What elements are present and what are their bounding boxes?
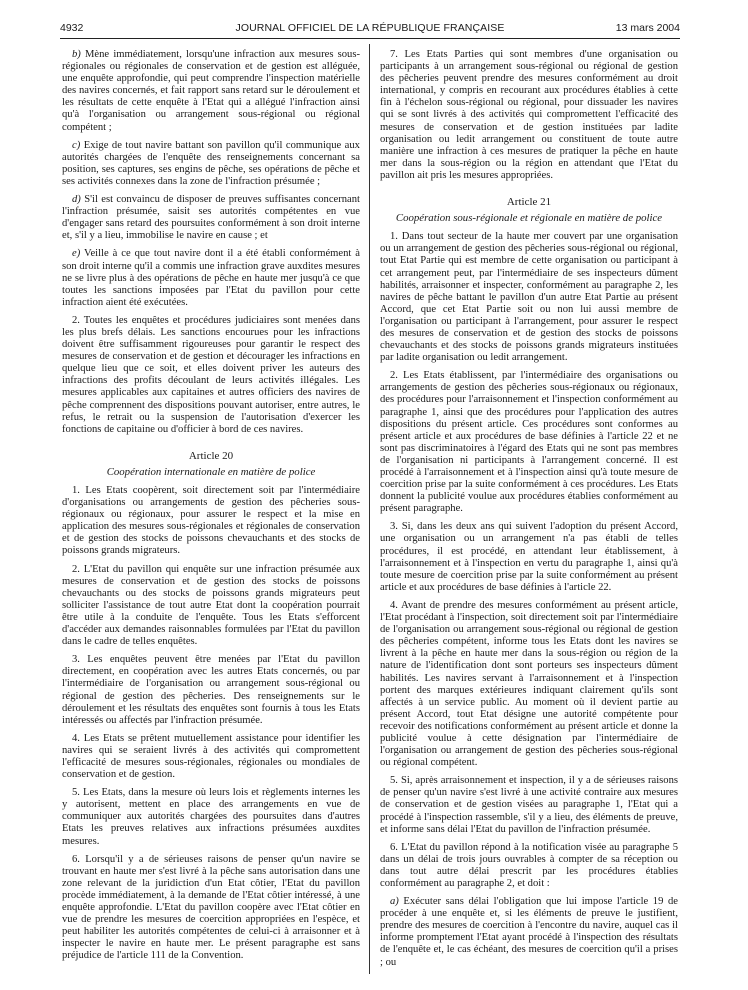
- article-21-paragraph-3: 3. Si, dans les deux ans qui suivent l'adoption du présent Accord, une organisation ou un arrangement n'a pas établi de telles procédures, il est procédé, en attendant leur établissement, à l'arraisonnement et à l'inspection en vertu du paragraphe 1, ainsi qu'à toute mesure de coercition prise par la suite conformément au présent article et aux procédures de base définies à l'article 22.: [380, 521, 678, 593]
- article-20-paragraph-2: 2. L'Etat du pavillon qui enquête sur une infraction présumée aux mesures de conservation et de gestion des stocks de poissons chevauchants ou des stocks de poissons grands migrateurs peut solliciter l'assistance de tout autre Etat dont la coopération pourrait être utile à la conduite de l'enquête. Tous les Etats s'efforcent d'accéder aux demandes raisonnables formulées par l'Etat du pavillon dans le cadre de telles enquêtes.: [62, 563, 360, 648]
- item-label: e): [72, 248, 81, 260]
- item-label: b): [72, 49, 81, 60]
- paragraph-2: 2. Toutes les enquêtes et procédures judiciaires sont menées dans les plus brefs délais. Les sanctions encourues pour les infractions doivent être suffisamment rigoureuses pour garantir le respect des mesures de conservation et de gestion et décourager les infractions en quelque lieu que ce soit, et elles doivent priver les auteurs des infractions des profits découlant de leurs activités illégales. Les mesures applicables aux capitaines et autres officiers des navires de pêche comprennent des dispositions pouvant autoriser, entre autres, le refus, le retrait ou la suspension de l'autorisation d'exercer les fonctions de capitaine ou d'officier à bord de ces navires.: [62, 314, 360, 435]
- article-20-paragraph-4: 4. Les Etats se prêtent mutuellement assistance pour identifier les navires qui se seraient livrés à des activités qui compromettent l'efficacité de mesures sous-régionales, régionales ou mondiales de conservation et de gestion.: [62, 732, 360, 781]
- article-20-paragraph-1: 1. Les Etats coopèrent, soit directement soit par l'intermédiaire d'organisations ou arrangements de gestion des pêcheries sous-régionaux ou régionaux, pour assurer le respect et la mise en application des mesures sous-régionales et régionales de conservation et de gestion des stocks de poissons chevauchants et des stocks de poissons grands migrateurs.: [62, 485, 360, 557]
- article-21-paragraph-2: 2. Les Etats établissent, par l'intermédiaire des organisations ou arrangements de gestion des pêcheries sous-régionaux ou régionaux, des procédures pour l'arraisonnement et l'inspection conformément au paragraphe 1, ainsi que des procédures pour l'application des autres dispositions du présent article. Ces procédures sont conformes au présent article et aux procédures de base définies à l'article 22 et ne sont pas discriminatoires à l'égard des Etats qui ne sont pas membres de l'organisation ni participants à l'arrangement concerné. Il est procédé à l'arraisonnement et à l'inspection ainsi qu'à toute mesure de coercition prise par la suite conformément à ces procédures. Les Etats donnent la publicité voulue aux procédures établies conformément au présent paragraphe.: [380, 370, 678, 515]
- header-rule: [60, 38, 680, 39]
- article-20-subtitle: Coopération internationale en matière de police: [106, 465, 316, 478]
- article-21-paragraph-1: 1. Dans tout secteur de la haute mer couvert par une organisation ou un arrangement de gestion des pêcheries sous-régional ou régional, tout Etat Partie qui est membre de cette organisation ou participant à cet arrangement peut, par l'intermédiaire de ses inspecteurs dûment habilités, arraisonner et inspecter, conformément au paragraphe 2, les navires de pêche battant le pavillon d'un autre Etat Partie au présent Accord, que cet Etat Partie soit ou non lui aussi membre de l'organisation ou participant à l'arrangement, pour assurer le respect des mesures de conservation et de gestion des stocks de poissons chevauchants et des stocks de poissons grands migrateurs instituées par ladite organisation ou ledit arrangement.: [380, 231, 678, 364]
- paragraph-text: Mène immédiatement, lorsqu'une infraction aux mesures sous-régionales ou régionales de conservation et de gestion est alléguée, une enquête approfondie, qui peut comprendre l'inspection matérielle des navires concernés, et fait rapport sans retard sur le déroulement et les résultats de cette enquête à l'Etat qui a allégué l'infraction ainsi qu'à l'organisation ou arrangement sous-régional ou régional compétent ;: [62, 49, 360, 133]
- article-20-paragraph-5: 5. Les Etats, dans la mesure où leurs lois et règlements internes les y autorisent, mettent en place des arrangements en vue de communiquer aux autorités chargées des poursuites dans d'autres Etats les preuves relatives aux infractions présumées auxdites mesures.: [62, 787, 360, 847]
- item-label: c): [72, 139, 81, 151]
- left-column: [62, 49, 360, 968]
- paragraph-text: Exige de tout navire battant son pavillon qu'il communique aux autorités chargées de l'enquête des renseignements concernant sa position, ses captures, ses engins de pêche, ses opérations de pêche et ses activités connexes dans la zone de l'infraction présumée ;: [62, 139, 360, 187]
- article-20-paragraph-7: 7. Les Etats Parties qui sont membres d'une organisation ou participants à un arrangement sous-régional ou régional de gestion des pêcheries peuvent prendre des mesures conformément au droit international, y compris en recourant aux procédures établies à cette fin à l'échelon sous-régional ou régional, pour dissuader les navires qui se sont livrés à des activités qui compromettent l'efficacité des mesures de conservation et de gestion instituées par ladite organisation ou ledit arrangement ou constituent de toute autre manière une infraction à ces mesures de pratiquer la pêche en haute mer dans la sous-région ou la région en attendant que l'Etat du pavillon ait pris les mesures appropriées.: [380, 49, 678, 181]
- article-21-paragraph-5: 5. Si, après arraisonnement et inspection, il y a de sérieuses raisons de penser qu'un navire s'est livré à une activité contraire aux mesures de conservation et de gestion visées au paragraphe 1, l'Etat qui a procédé à l'inspection rassemble, s'il y a lieu, des éléments de preuve, et informe sans délai l'Etat du pavillon de l'infraction présumée.: [380, 775, 678, 835]
- article-21-paragraph-6: 6. L'Etat du pavillon répond à la notification visée au paragraphe 5 dans un délai de trois jours ouvrables à compter de sa réception ou dans tout autre délai prescrit par les procédures établies conformément au paragraphe 2, et doit :: [380, 841, 678, 889]
- paragraph-text: S'il est convaincu de disposer de preuves suffisantes concernant l'infraction présumée, saisit ses autorités compétentes en vue d'engager sans retard des poursuites conformément à son droit interne et, s'il y a lieu, immobilise le navire en cause ; et: [62, 194, 360, 242]
- paragraph-text: Veille à ce que tout navire dont il a été établi conformément à son droit interne qu'il a commis une infraction grave auxdites mesures ne se livre plus à des opérations de pêche en haute mer jusqu'à ce que toutes les sanctions imposées par l'Etat du pavillon pour cette infraction aient été exécutées.: [62, 248, 360, 308]
- page-number: 4932: [60, 22, 84, 34]
- page-header: [60, 20, 680, 36]
- item-label: a): [390, 896, 399, 908]
- column-divider: [369, 44, 370, 974]
- right-column: [380, 49, 678, 975]
- paragraph-b: [62, 49, 360, 134]
- paragraph-e: [62, 248, 360, 308]
- journal-title: JOURNAL OFFICIEL DE LA RÉPUBLIQUE FRANÇAISE: [235, 22, 505, 34]
- paragraph-text: Exécuter sans délai l'obligation que lui impose l'article 19 de procéder à une enquête et, si les éléments de preuve le justifient, prendre des mesures de coercition à l'encontre du navire, auquel cas il informe promptement l'Etat ayant procédé à l'inspection des résultats de l'enquête et, le cas échéant, des mesures de coercition qu'il a prises ; ou: [380, 896, 678, 968]
- article-21-title: Article 21: [506, 196, 552, 209]
- issue-date: 13 mars 2004: [615, 22, 680, 34]
- article-21-subtitle: Coopération sous-régionale et régionale en matière de police: [395, 212, 663, 225]
- item-label: d): [72, 194, 81, 206]
- article-20-title: Article 20: [188, 449, 234, 462]
- paragraph-c: [62, 140, 360, 188]
- paragraph-d: [62, 194, 360, 242]
- article-21-paragraph-6a: [380, 896, 678, 969]
- article-20-paragraph-6: 6. Lorsqu'il y a de sérieuses raisons de penser qu'un navire se trouvant en haute mer s'est livré à la pêche sans autorisation dans une zone relevant de la juridiction d'un Etat côtier, l'Etat du pavillon procède immédiatement, à la demande de l'Etat côtier intéressé, à une enquête approfondie. L'Etat du pavillon coopère avec l'Etat côtier en vue de prendre les mesures de coercition appropriées en l'espèce, et peut habiliter les autorités compétentes de celui-ci à arraisonner et à inspecter le navire en haute mer. Le présent paragraphe est sans préjudice de l'article 111 de la Convention.: [62, 853, 360, 962]
- article-21-paragraph-4: 4. Avant de prendre des mesures conformément au présent article, l'Etat procédant à l'inspection, soit directement soit par l'intermédiaire de l'organisation ou arrangement sous-régional ou régional de gestion des pêcheries compétent, informe tous les Etats dont les navires se livrent à la pêche en haute mer dans la sous-région ou région de la nature de l'identification dont sont porteurs ses inspecteurs dûment habilités. Les navires servant à l'arraisonnement et à l'inspection portent des marques extérieures indiquant clairement qu'ils sont affectés à un service public. Au moment où il devient partie au présent Accord, tout Etat désigne une autorité compétente pour recevoir des notifications conformément au présent article et donne la publicité voulue à cette désignation par l'intermédiaire de l'organisation ou arrangement de gestion des pêcheries sous-régional ou régional compétent.: [380, 599, 678, 769]
- article-20-paragraph-3: 3. Les enquêtes peuvent être menées par l'Etat du pavillon directement, en coopération avec les autres Etats concernés, ou par l'intermédiaire de l'organisation ou arrangement sous-régional ou régional de gestion des pêcheries. Des renseignements sur le déroulement et les résultats des enquêtes sont fournis à tous les Etats intéressés ou affectés par l'infraction présumée.: [62, 654, 360, 726]
